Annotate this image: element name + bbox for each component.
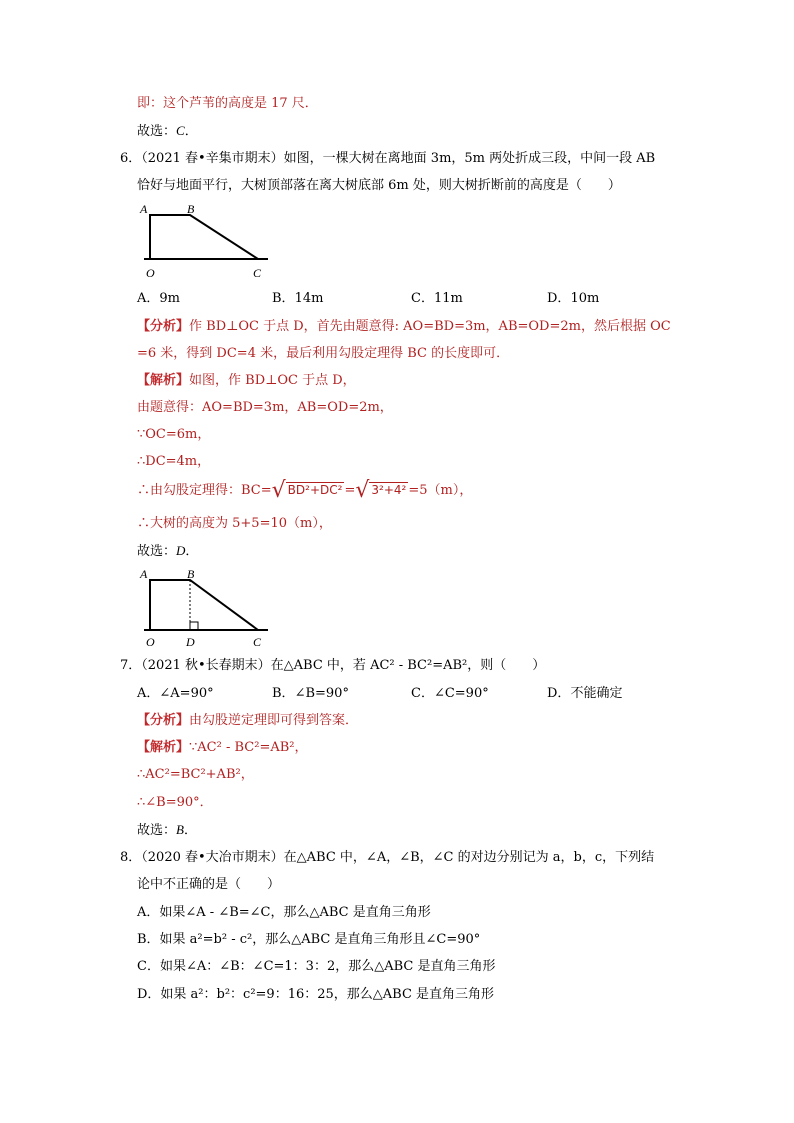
analysis-text: 作 BD⊥OC 于点 D，首先由题意得: AO=BD=3m，AB=OD=2m，然后根据 OC <box>189 319 671 334</box>
option-value: ∠B=90° <box>294 686 349 701</box>
option-key: C． <box>411 291 434 306</box>
right-angle-marker <box>190 622 198 630</box>
q6-figure-tree <box>138 201 278 263</box>
answer-end: ． <box>183 823 197 838</box>
answer-prefix: 故选： <box>137 124 177 139</box>
label-B: B <box>187 567 195 581</box>
solution-text: ∵AC² - BC²=AB²， <box>189 740 308 755</box>
q8-stem-line1 <box>120 848 654 868</box>
option-key: D． <box>547 291 571 306</box>
q6-solution-line1 <box>137 371 356 391</box>
solution-text: 如图，作 BD⊥OC 于点 D， <box>189 373 356 388</box>
q7-analysis <box>137 711 358 731</box>
q6-stem-line2: 恰好与地面平行，大树顶部落在离大树底部 6m 处，则大树折断前的高度是（ ） <box>137 178 621 193</box>
analysis-text: 由勾股逆定理即可得到答案． <box>189 713 359 728</box>
sqrt-expression: √ BD²+DC² <box>271 478 343 503</box>
q6-analysis-line1 <box>137 317 671 337</box>
q8-option-d: D．如果 a²：b²：c²=9：16：25，那么△ABC 是直角三角形 <box>137 987 495 1002</box>
q6-fig2-label-D: D <box>186 635 195 649</box>
solution-tag: 【解析】 <box>137 373 190 388</box>
sqrt-expression: √ 3²+4² <box>355 478 407 503</box>
analysis-tag: 【分析】 <box>137 319 190 334</box>
option-value: ∠A=90° <box>159 686 214 701</box>
q7-stem <box>120 656 545 676</box>
option-key: B． <box>272 686 295 701</box>
q6-option-b <box>272 289 323 309</box>
option-value: ∠C=90° <box>433 686 489 701</box>
radicand: 3²+4² <box>371 483 407 497</box>
q6-solution-line4: ∴DC=4m， <box>137 454 211 469</box>
q7-solution-line2: ∴AC²=BC²+AB²， <box>137 767 254 782</box>
q7-solution-line1 <box>137 738 308 758</box>
q6-answer <box>137 541 198 562</box>
q8-option-a: A．如果∠A - ∠B=∠C，那么△ABC 是直角三角形 <box>137 905 431 920</box>
equation-prefix: ∴由勾股定理得：BC= <box>137 483 272 498</box>
q6-option-a <box>137 289 180 309</box>
q6-solution-line5 <box>137 480 472 501</box>
q6-fig1-label-O: O <box>146 266 155 280</box>
q6-stem-line1 <box>120 149 655 169</box>
prev-conclusion: 即：这个芦苇的高度是 17 尺． <box>137 96 318 111</box>
equals-sign: = <box>344 483 356 498</box>
question-number: 7． <box>120 658 142 673</box>
option-value: 14m <box>294 291 324 306</box>
option-value: 10m <box>570 291 600 306</box>
answer-letter: C <box>176 123 185 138</box>
q8-option-b: B．如果 a²=b² - c²，那么△ABC 是直角三角形且∠C=90° <box>137 932 481 947</box>
q7-answer <box>137 820 197 841</box>
q6-solution-line6: ∴大树的高度为 5+5=10（m）， <box>137 516 332 531</box>
label-A: A <box>140 202 148 216</box>
q6-option-c <box>411 289 463 309</box>
q6-analysis-line2: =6 米，得到 DC=4 米，最后利用勾股定理得 BC 的长度即可． <box>137 346 510 361</box>
q6-solution-line3: ∵OC=6m， <box>137 427 211 442</box>
option-key: B． <box>272 291 295 306</box>
equation-result: =5（m）， <box>408 483 473 498</box>
option-value: 11m <box>433 291 463 306</box>
q6-solution-line2: 由题意得：AO=BD=3m，AB=OD=2m， <box>137 400 393 415</box>
label-A: A <box>140 567 148 581</box>
label-B: B <box>187 202 195 216</box>
solution-tag: 【解析】 <box>137 740 190 755</box>
q6-option-d <box>547 289 599 309</box>
q7-option-a <box>137 684 214 704</box>
q6-solution-figure <box>138 566 278 634</box>
option-value: 不能确定 <box>570 686 623 701</box>
q7-solution-line3: ∴∠B=90°． <box>137 795 213 810</box>
option-key: A． <box>137 686 160 701</box>
question-source: （2021 秋•长春期末） <box>141 658 271 673</box>
answer-letter: B <box>176 822 184 837</box>
question-source: （2020 春•大冶市期末） <box>141 850 284 865</box>
answer-end: ． <box>184 124 198 139</box>
question-number: 8． <box>120 850 142 865</box>
answer-prefix: 故选： <box>137 823 177 838</box>
q7-option-b <box>272 684 349 704</box>
prev-answer <box>137 121 198 142</box>
option-key: D． <box>547 686 571 701</box>
analysis-tag: 【分析】 <box>137 713 190 728</box>
radicand: BD²+DC² <box>287 483 343 497</box>
q7-option-c <box>411 684 489 704</box>
q6-fig2-label-C: C <box>253 635 262 649</box>
answer-prefix: 故选： <box>137 544 177 559</box>
option-key: A． <box>137 291 160 306</box>
question-source: （2021 春•辛集市期末） <box>141 151 284 166</box>
answer-end: ． <box>185 544 199 559</box>
question-stem: 如图，一棵大树在离地面 3m，5m 两处折成三段，中间一段 AB <box>283 151 656 166</box>
q6-fig2-label-O: O <box>146 635 155 649</box>
q6-fig1-label-C: C <box>253 266 262 280</box>
option-value: 9m <box>159 291 180 306</box>
q8-option-c: C．如果∠A：∠B：∠C=1：3：2，那么△ABC 是直角三角形 <box>137 959 496 974</box>
question-stem: 在△ABC 中，∠A，∠B，∠C 的对边分别记为 a，b，c，下列结 <box>283 850 655 865</box>
answer-letter: D <box>176 543 186 558</box>
option-key: C． <box>411 686 434 701</box>
question-number: 6． <box>120 151 142 166</box>
question-stem: 在△ABC 中，若 AC² - BC²=AB²，则（ ） <box>270 658 546 673</box>
q8-stem-line2: 论中不正确的是（ ） <box>137 877 281 892</box>
q7-option-d <box>547 684 622 704</box>
